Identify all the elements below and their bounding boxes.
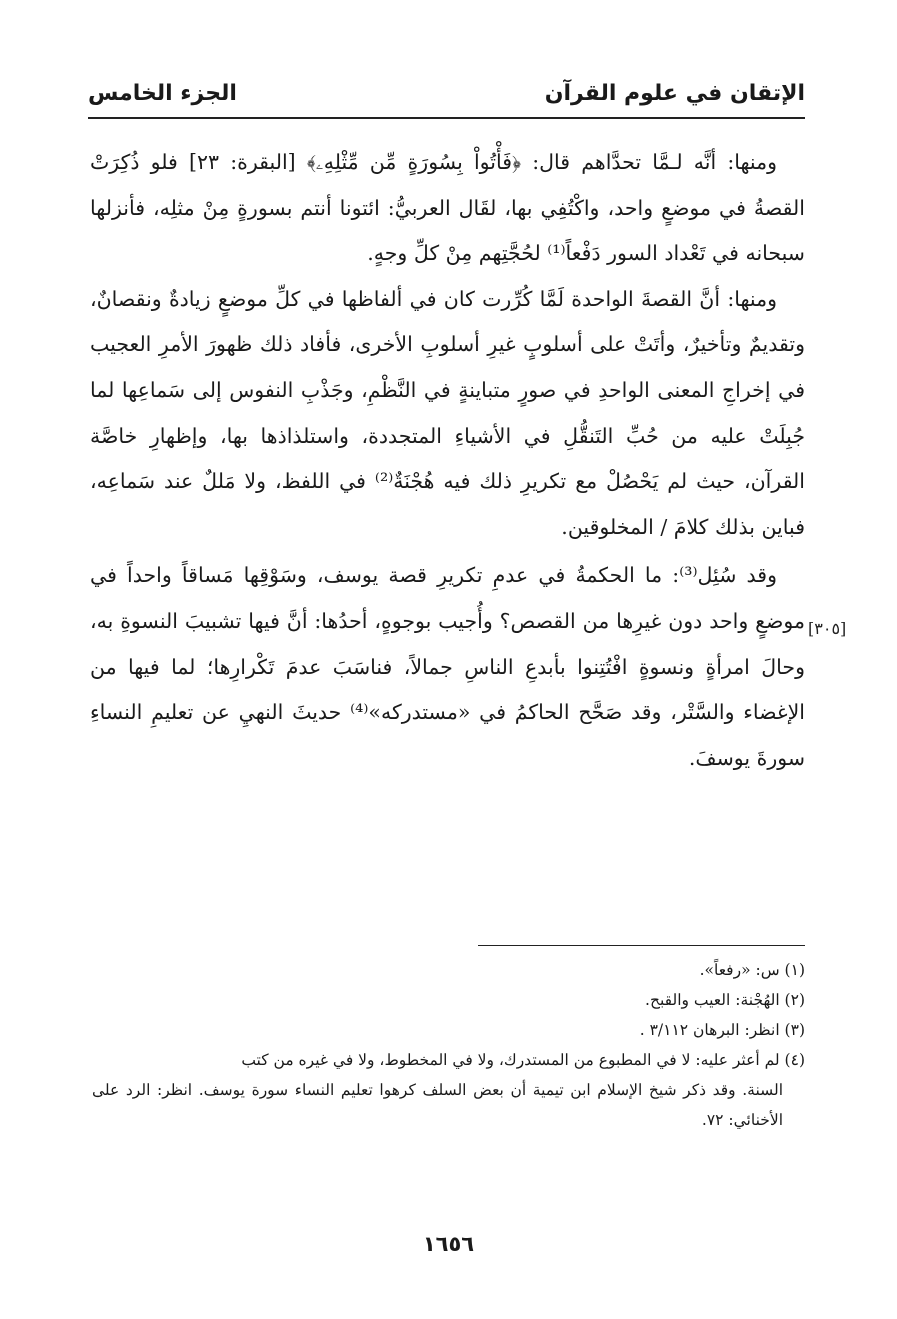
header-rule xyxy=(88,117,805,119)
paragraph-3: وقد سُئِل⁽³⁾: ما الحكمةُ في عدمِ تكريرِ قصة يوسف، وسَوْقِها مَساقاً واحداً في موضعٍ واحد دون غيرِها من القصص؟ وأُجيب بوجوهٍ، أحدُها: أنَّ فيها تشبيبَ النسوةِ به، وحالَ امرأةٍ ونسوةٍ افْتُتِنوا بأبدعِ الناسِ جمالاً، فناسَبَ عدمَ تَكْرارِها؛ لما فيها من الإغضاء والسَّتْر، وقد صَحَّح الحاكمُ في «مستدركه»⁽⁴⁾ حديثَ النهيِ عن تعليمِ النساءِ سورةَ يوسفَ. xyxy=(90,563,806,770)
footnote-3: (٣) انظر: البرهان ٣/١١٢ . xyxy=(639,1021,805,1039)
volume-label: الجزء الخامس xyxy=(88,80,237,106)
footnote-2: (٢) الهُجْنة: العيب والقبح. xyxy=(645,991,805,1009)
footnotes xyxy=(92,955,805,1135)
page-number: ١٦٥٦ xyxy=(422,1232,475,1256)
manuscript-page-reference: [٣٠٥] xyxy=(808,619,847,638)
book-title: الإتقان في علوم القرآن xyxy=(544,80,805,106)
footnote-4: (٤) لم أعثر عليه: لا في المطبوع من المستدرك، ولا في المخطوط، ولا في غيره من كتب xyxy=(241,1051,805,1069)
footnote-rule xyxy=(478,945,805,946)
footnote-4-continuation: السنة. وقد ذكر شيخ الإسلام ابن تيمية أن بعض السلف كرهوا تعليم النساء سورة يوسف. انظر: الرد على الأخنائي: ٧٢. xyxy=(92,1081,783,1129)
paragraph-2: ومنها: أنَّ القصةَ الواحدة لَمَّا كُرِّرت كان في ألفاظها في كلِّ موضعٍ زيادةٌ ونقصانٌ، وتقديمٌ وتأخيرٌ، وأتَتْ على أسلوبٍ غيرِ أسلوبِ الأخرى، فأفاد ذلك ظهورَ الأمرِ العجيب في إخراجِ المعنى الواحدِ في صورٍ متباينةٍ في النَّظْمِ، وجَذْبِ النفوس إلى سَماعِها لما جُبِلَتْ عليه من حُبِّ التَنقُّلِ في الأشياءِ المتجددة، واستلذاذها بها، وإظهارِ خاصَّة القرآن، حيث لم يَحْصُلْ مع تكريرِ ذلك فيه هُجْنَةٌ⁽²⁾ في اللفظ، ولا مَللٌ عند سَماعِه، فباين بذلك كلامَ / المخلوقين. xyxy=(90,286,806,539)
paragraph-1: ومنها: أنَّه لـمَّا تحدَّاهم قال: ﴿فَأْتُواْ بِسُورَةٍ مِّن مِّثْلِهِۦ﴾ [البقرة: ٢٣] فلو ذُكِرَتْ القصةُ في موضعٍ واحد، واكْتُفِي بها، لقَال العربيُّ: ائتونا أنتم بسورةٍ مِنْ مثلِه، فأنزلها سبحانه في تَعْداد السور دَفْعاً⁽¹⁾ لحُجَّتِهم مِنْ كلِّ وجهٍ. xyxy=(90,150,805,266)
running-header xyxy=(88,70,805,116)
footnote-1: (١) س: «رفعاً». xyxy=(699,961,805,979)
main-text xyxy=(90,140,805,781)
